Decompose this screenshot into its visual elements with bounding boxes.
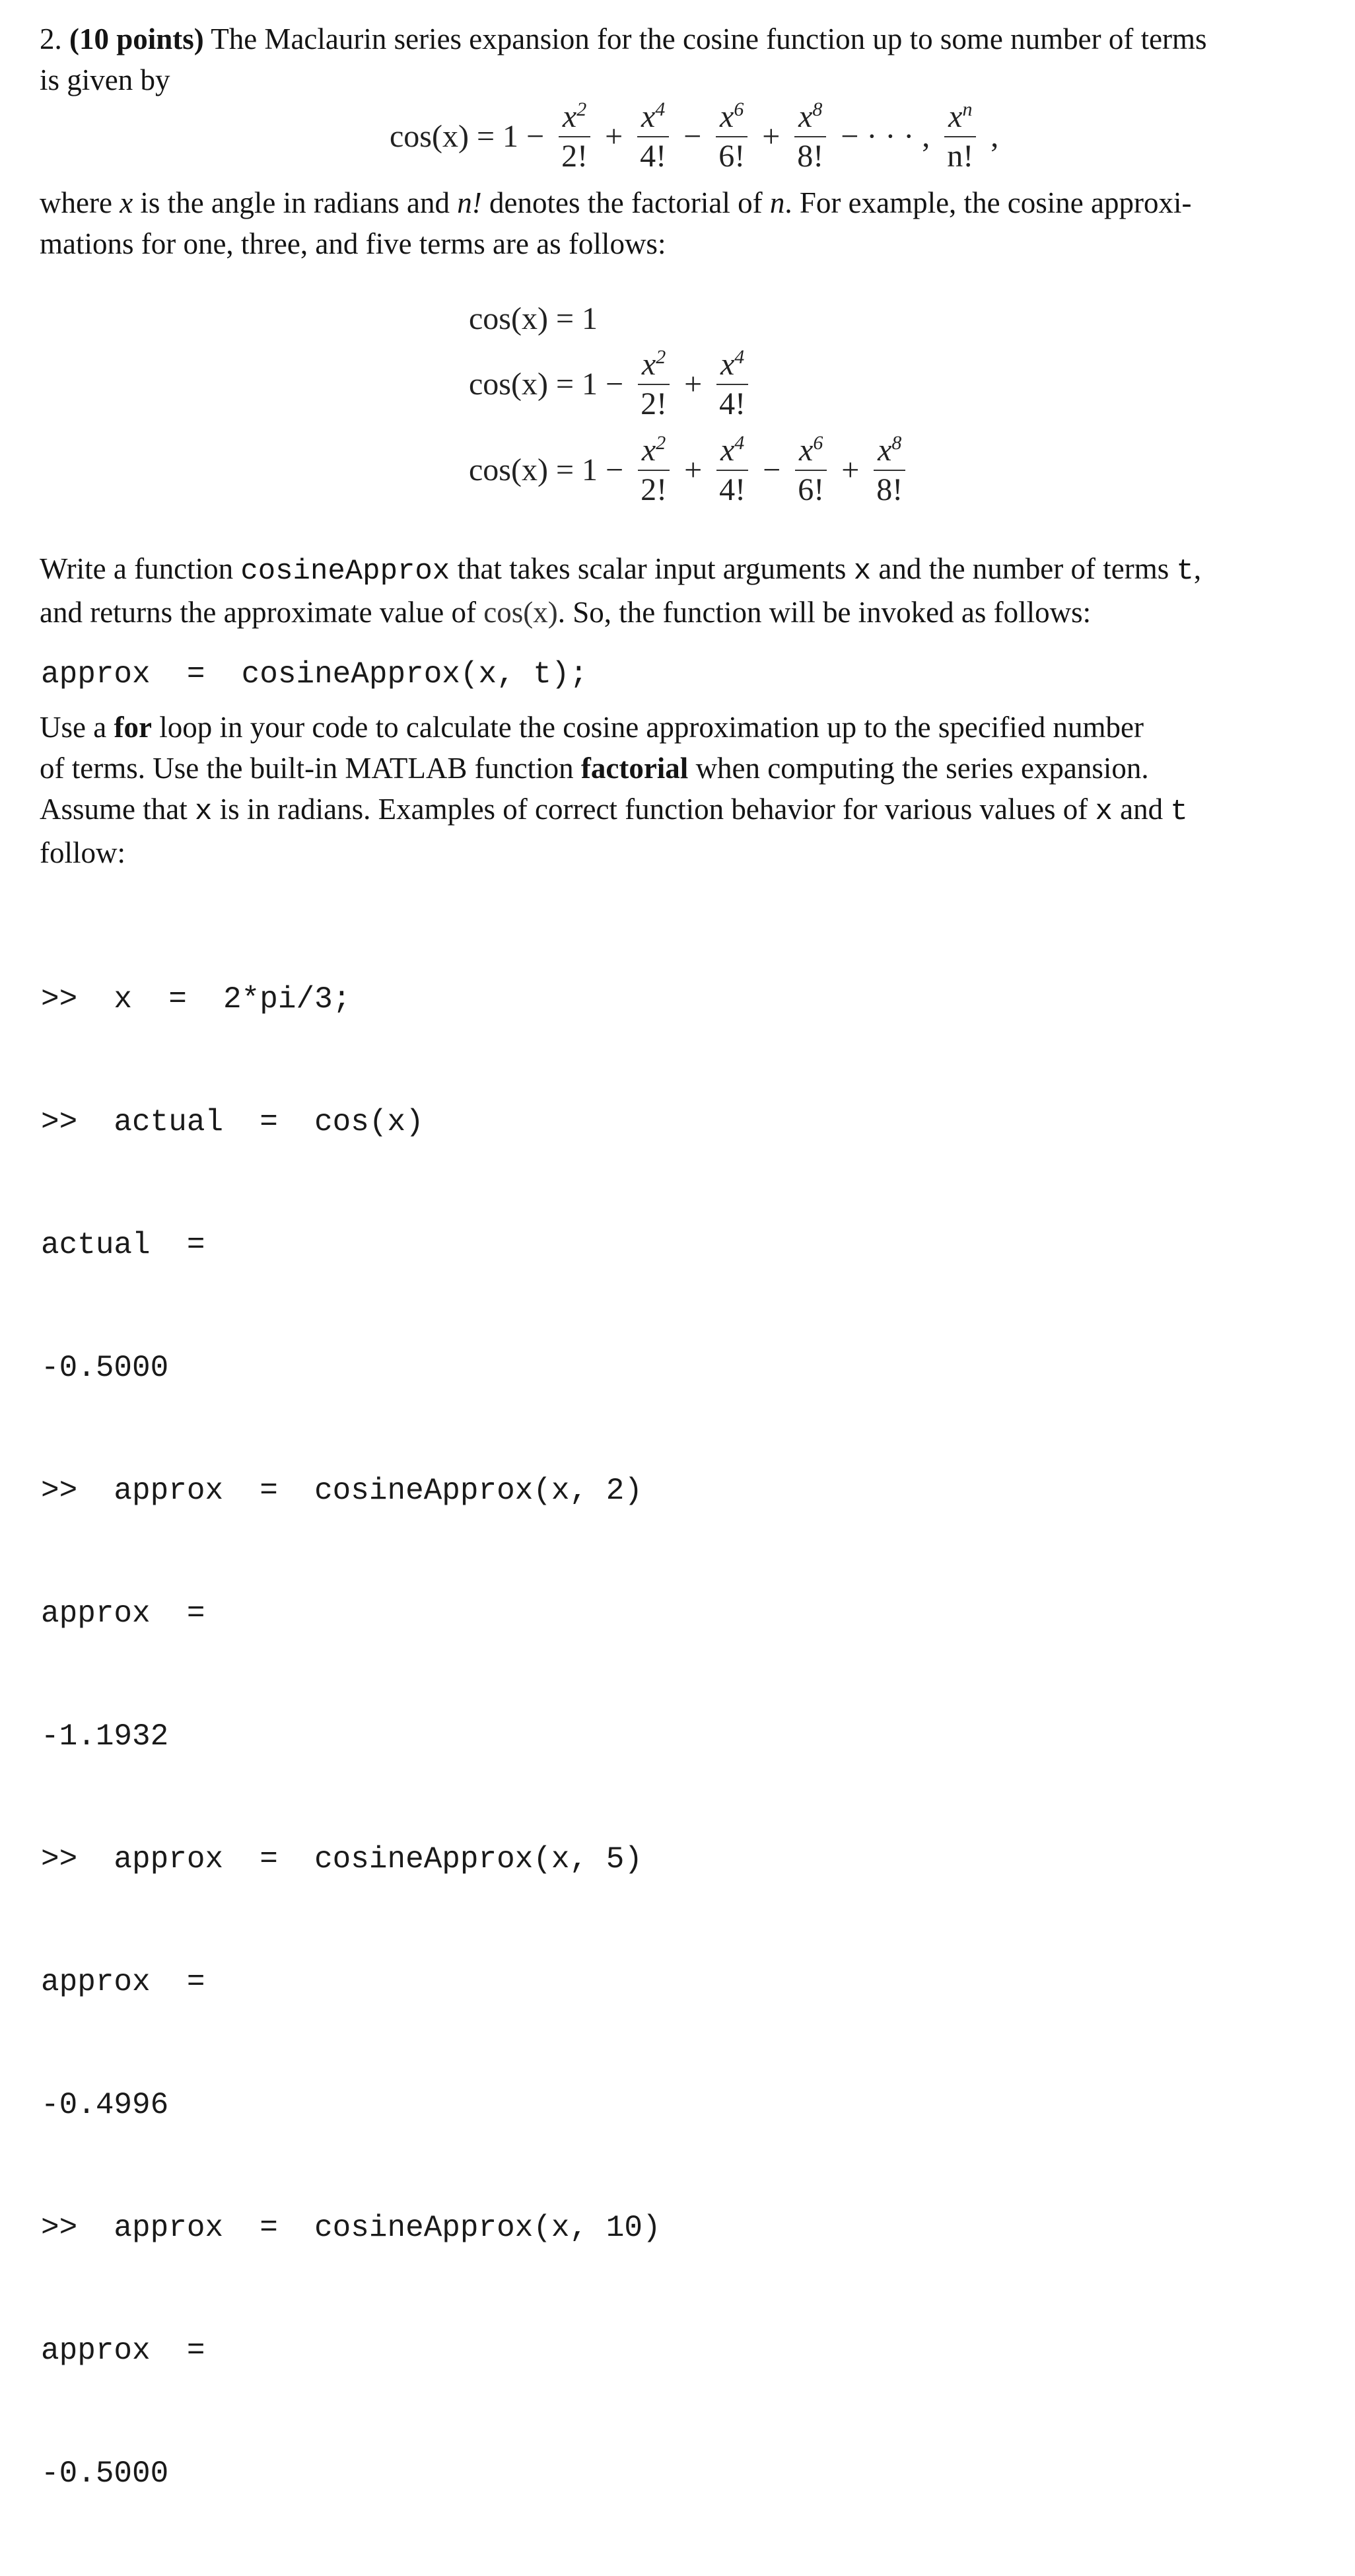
where-paragraph: where x is the angle in radians and n! denotes the factorial of n. For example, the cosine approxi- mations for one, three, and five terms are as follows: (40, 186, 1192, 260)
main-eq-term-3: $\frac{x^6}{6!}$ (716, 99, 747, 174)
intro-line2: is given by (40, 63, 170, 96)
main-eq-term-4: $\frac{x^8}{8!}$ (794, 99, 826, 174)
session-line: -0.5000 (41, 1351, 169, 1385)
invocation-code: approx = cosineApprox(x, t); (41, 657, 588, 692)
session-line: >> x = 2*pi/3; (41, 982, 351, 1017)
main-eq-term-n: $\frac{x^n}{n!}$ (944, 99, 976, 174)
session-line: -0.5000 (41, 2456, 169, 2491)
problem-number: 2. (40, 22, 62, 55)
intro-line1: The Maclaurin series expansion for the cosine function up to some number of terms (211, 22, 1207, 55)
write-paragraph: Write a function cosineApprox that takes scalar input arguments x and the number of terms t, and returns the approximate value of cos(x). So, the function will be invoked as follows: (40, 552, 1202, 629)
main-eq-op-4: − · · · , (841, 118, 930, 154)
main-eq-term-2: $\frac{x^4}{4!}$ (637, 99, 669, 174)
example-one-term: cos(x) = 1 (469, 301, 598, 336)
session-line: approx = (41, 1965, 205, 1999)
use-paragraph: Use a for loop in your code to calculate the cosine approximation up to the specified number of terms. Use the built-in MATLAB function factorial when computing the series expansion. Assume that x is in radians. Examples of correct function behavior for various values of x and t follow: (40, 711, 1188, 869)
matlab-session (41, 897, 661, 2576)
main-equation (383, 99, 1005, 174)
main-eq-op-1: + (605, 118, 623, 154)
problem-intro (40, 18, 1334, 100)
main-eq-op-2: − (683, 118, 702, 154)
problem-points: (10 points) (69, 22, 204, 55)
session-line: -0.4996 (41, 2088, 169, 2122)
main-eq-op-3: + (762, 118, 781, 154)
session-line: actual = (41, 1228, 205, 1262)
function-name: cosineApprox (240, 555, 450, 588)
session-line: >> approx = cosineApprox(x, 2) (41, 1474, 643, 1508)
session-line: >> approx = cosineApprox(x, 5) (41, 1842, 643, 1877)
main-eq-op-5: , (990, 118, 999, 154)
example-five-terms: cos(x) = 1 − $\frac{x^2}{2!}$ + $\frac{x^4}{4!}$ − $\frac{x^6}{6!}$ + $\frac{x^8}{8!}$ (462, 433, 913, 507)
session-line: -1.1932 (41, 1719, 169, 1754)
main-eq-term-1: $\frac{x^2}{2!}$ (559, 99, 590, 174)
session-line: >> approx = cosineApprox(x, 10) (41, 2211, 661, 2245)
session-line: approx = (41, 2334, 205, 2368)
session-line: approx = (41, 1596, 205, 1631)
example-three-terms: cos(x) = 1 − $\frac{x^2}{2!}$ + $\frac{x^4}{4!}$ (462, 347, 756, 421)
main-eq-lhs: cos(x) = 1 − (390, 118, 545, 154)
session-line: >> actual = cos(x) (41, 1105, 424, 1139)
